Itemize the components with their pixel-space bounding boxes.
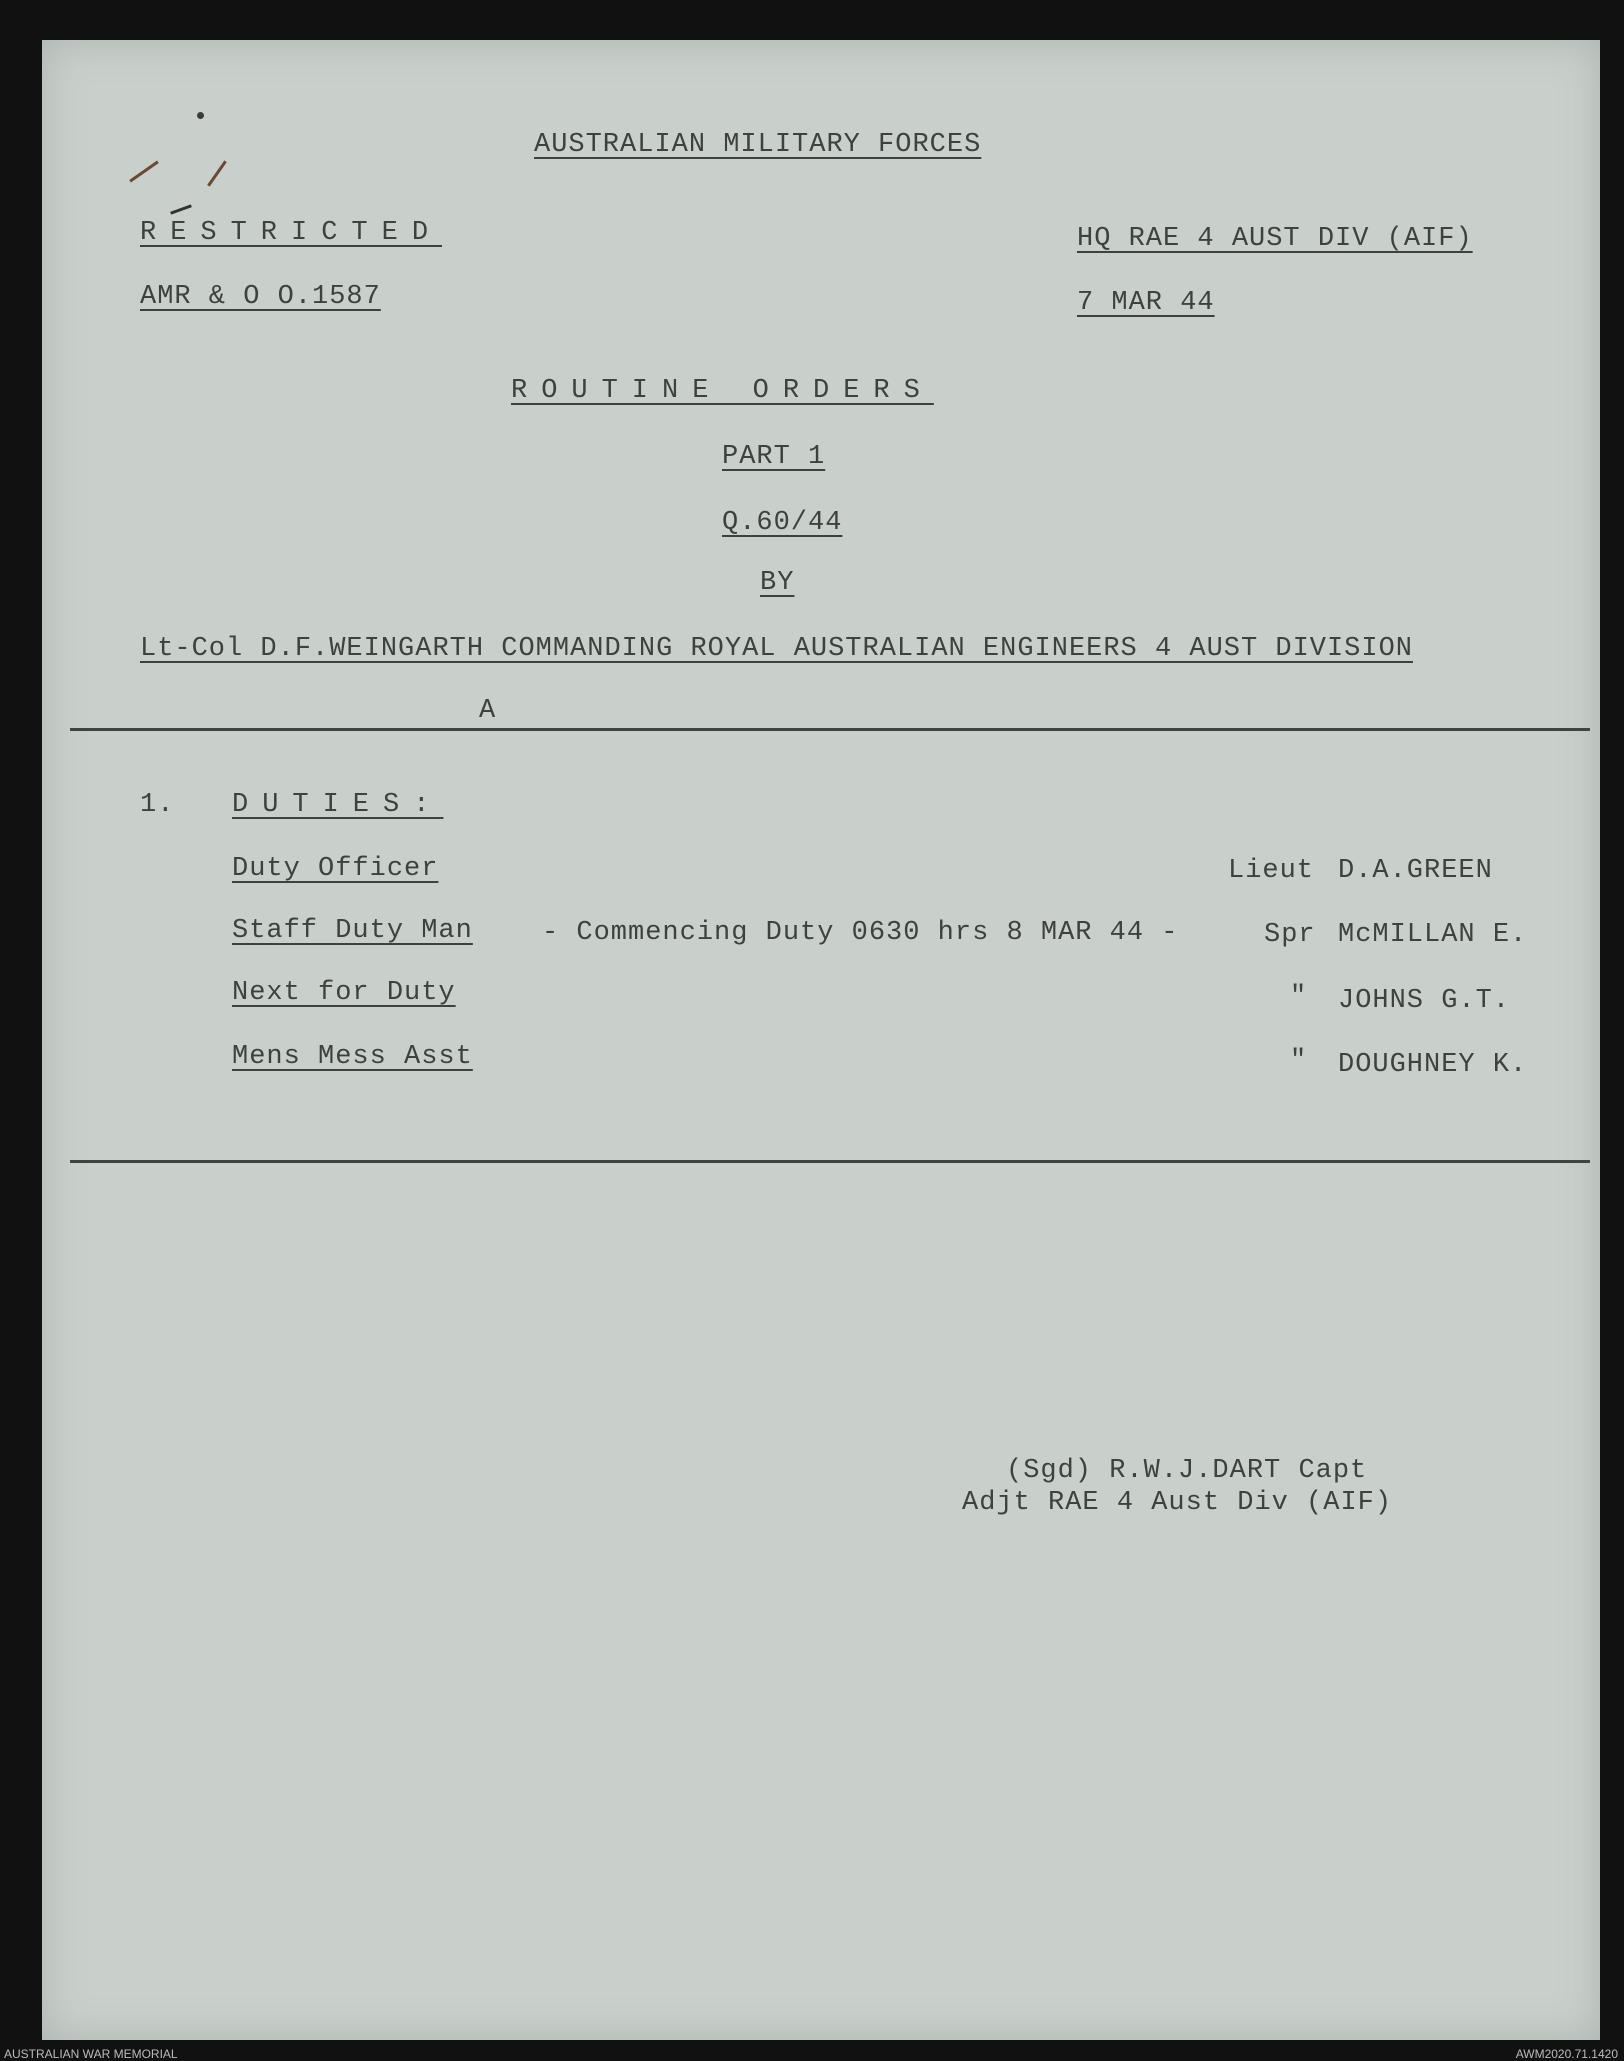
archive-reference: AWM2020.71.1420 — [1515, 2047, 1618, 2061]
hq-label: HQ RAE 4 AUST DIV (AIF) — [1077, 224, 1473, 254]
archive-credit: AUSTRALIAN WAR MEMORIAL — [4, 2047, 178, 2061]
divider-bottom — [70, 1160, 1590, 1163]
duty-rank: Lieut — [1228, 856, 1315, 886]
classification-label: RESTRICTED — [140, 218, 443, 248]
section-letter: A — [479, 696, 497, 726]
duty-name: JOHNS G.T. — [1338, 986, 1511, 1016]
by-label: BY — [760, 568, 795, 598]
duties-heading: DUTIES: — [232, 790, 444, 820]
pen-mark — [207, 160, 227, 186]
part-label: PART 1 — [722, 442, 826, 472]
signature-title: Adjt RAE 4 Aust Div (AIF) — [962, 1488, 1393, 1518]
document-page — [42, 40, 1600, 2040]
item-number: 1. — [140, 790, 175, 820]
duty-rank: " — [1290, 982, 1308, 1012]
order-number: Q.60/44 — [722, 508, 843, 538]
duty-name: D.A.GREEN — [1338, 856, 1493, 886]
duty-name: McMILLAN E. — [1338, 920, 1528, 950]
duty-rank: " — [1290, 1046, 1308, 1076]
duty-role: Duty Officer — [232, 854, 439, 884]
duty-role: Staff Duty Man — [232, 916, 473, 946]
order-date: 7 MAR 44 — [1077, 288, 1215, 318]
duty-role: Next for Duty — [232, 978, 456, 1008]
reference-number: AMR & O O.1587 — [140, 282, 381, 312]
duty-rank: Spr — [1264, 920, 1316, 950]
duty-note: - Commencing Duty 0630 hrs 8 MAR 44 - — [542, 918, 1179, 948]
divider-top — [70, 728, 1590, 731]
duty-role: Mens Mess Asst — [232, 1042, 473, 1072]
signature-line: (Sgd) R.W.J.DART Capt — [1006, 1456, 1368, 1486]
forces-heading: AUSTRALIAN MILITARY FORCES — [534, 130, 982, 160]
ink-spot — [197, 112, 204, 119]
pen-mark — [129, 161, 159, 183]
routine-orders-heading: ROUTINE ORDERS — [511, 376, 934, 406]
pen-mark — [170, 204, 192, 214]
commander-line: Lt-Col D.F.WEINGARTH COMMANDING ROYAL AUSTRALIAN ENGINEERS 4 AUST DIVISION — [140, 634, 1413, 664]
duty-name: DOUGHNEY K. — [1338, 1050, 1528, 1080]
